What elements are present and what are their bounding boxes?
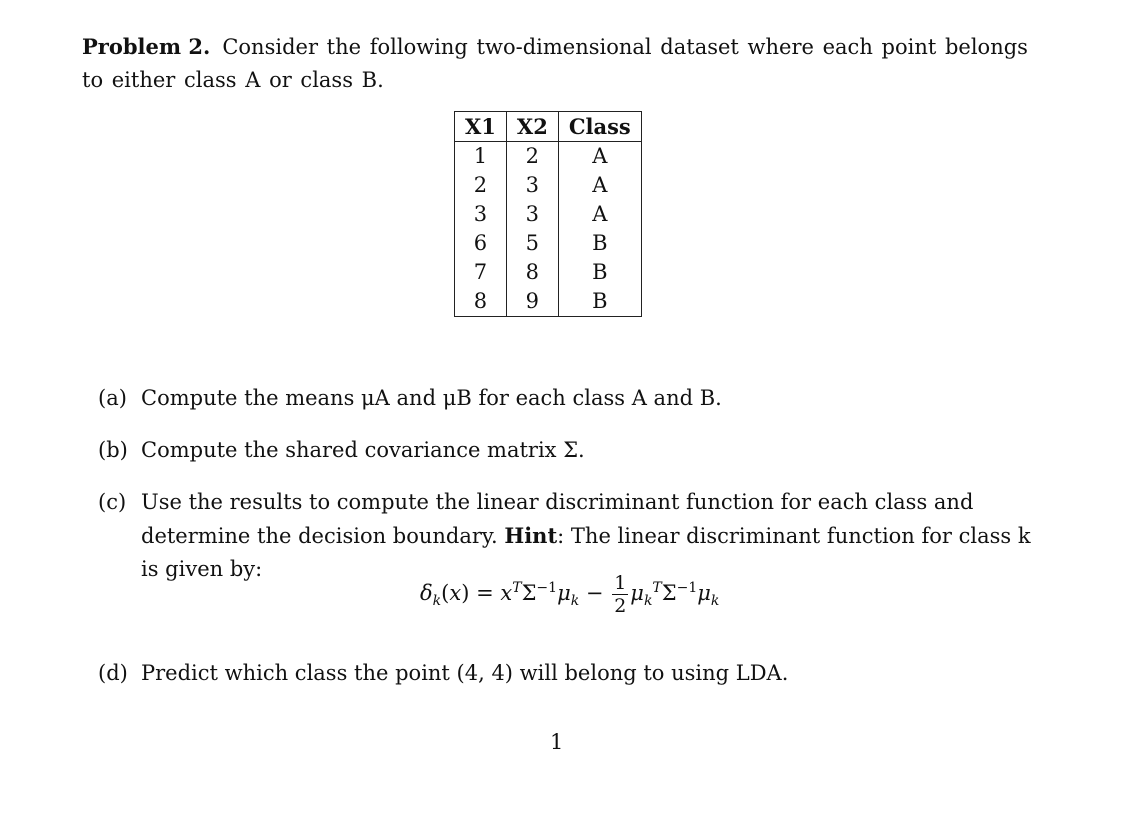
fraction-denominator: 2: [614, 595, 627, 617]
part-d-marker: (d): [98, 661, 128, 685]
part-a: [98, 382, 1048, 415]
cell-class: B: [558, 229, 641, 258]
cell-x2: 2: [506, 142, 558, 172]
part-b-marker: (b): [98, 438, 128, 462]
table-row: [455, 142, 642, 172]
dataset-table: [454, 111, 642, 317]
part-a-text: Compute the means μA and μB for each class A and B.: [141, 386, 722, 410]
hint-text: : The linear discriminant function for class k is given by:: [141, 524, 1031, 581]
table-row: [455, 258, 642, 287]
table-header-row: [455, 112, 642, 142]
part-c: [98, 486, 1048, 586]
cell-x2: 5: [506, 229, 558, 258]
table-row: [455, 287, 642, 317]
fraction-numerator: 1: [614, 572, 627, 594]
part-d-text: Predict which class the point (4, 4) will belong to using LDA.: [141, 661, 789, 685]
part-b-text: Compute the shared covariance matrix Σ.: [141, 438, 585, 462]
cell-class: A: [558, 200, 641, 229]
page-number: 1: [550, 730, 564, 754]
cell-x1: 7: [455, 258, 507, 287]
problem-intro-text: Consider the following two-dimensional dataset where each point belongs to either class A or class B.: [82, 35, 1028, 92]
part-a-marker: (a): [98, 386, 127, 410]
problem-intro: [82, 30, 1042, 97]
cell-x1: 8: [455, 287, 507, 317]
part-b: [98, 434, 1048, 467]
problem-label: Problem 2.: [82, 34, 211, 59]
header-class: Class: [558, 112, 641, 142]
header-x1: X1: [455, 112, 507, 142]
table-row: [455, 171, 642, 200]
cell-x2: 3: [506, 171, 558, 200]
cell-class: B: [558, 287, 641, 317]
formula-fraction: [612, 572, 628, 617]
cell-class: B: [558, 258, 641, 287]
cell-class: A: [558, 142, 641, 172]
header-x2: X2: [506, 112, 558, 142]
part-c-text: Use the results to compute the linear discriminant function for each class and determine the decision boundary.: [141, 490, 974, 548]
cell-x2: 8: [506, 258, 558, 287]
cell-x1: 3: [455, 200, 507, 229]
cell-x1: 2: [455, 171, 507, 200]
cell-class: A: [558, 171, 641, 200]
table-row: [455, 229, 642, 258]
cell-x2: 3: [506, 200, 558, 229]
table-row: [455, 200, 642, 229]
cell-x1: 1: [455, 142, 507, 172]
part-d: [98, 657, 1091, 690]
discriminant-formula: $\delta_k(x) = x^T\Sigma^{-1}\mu_k$ − $\frac{1}{2}$ $\mu_k^T\Sigma^{-1}\mu_k$: [420, 572, 720, 617]
cell-x2: 9: [506, 287, 558, 317]
cell-x1: 6: [455, 229, 507, 258]
hint-label: Hint: [504, 523, 558, 548]
part-c-marker: (c): [98, 490, 127, 514]
